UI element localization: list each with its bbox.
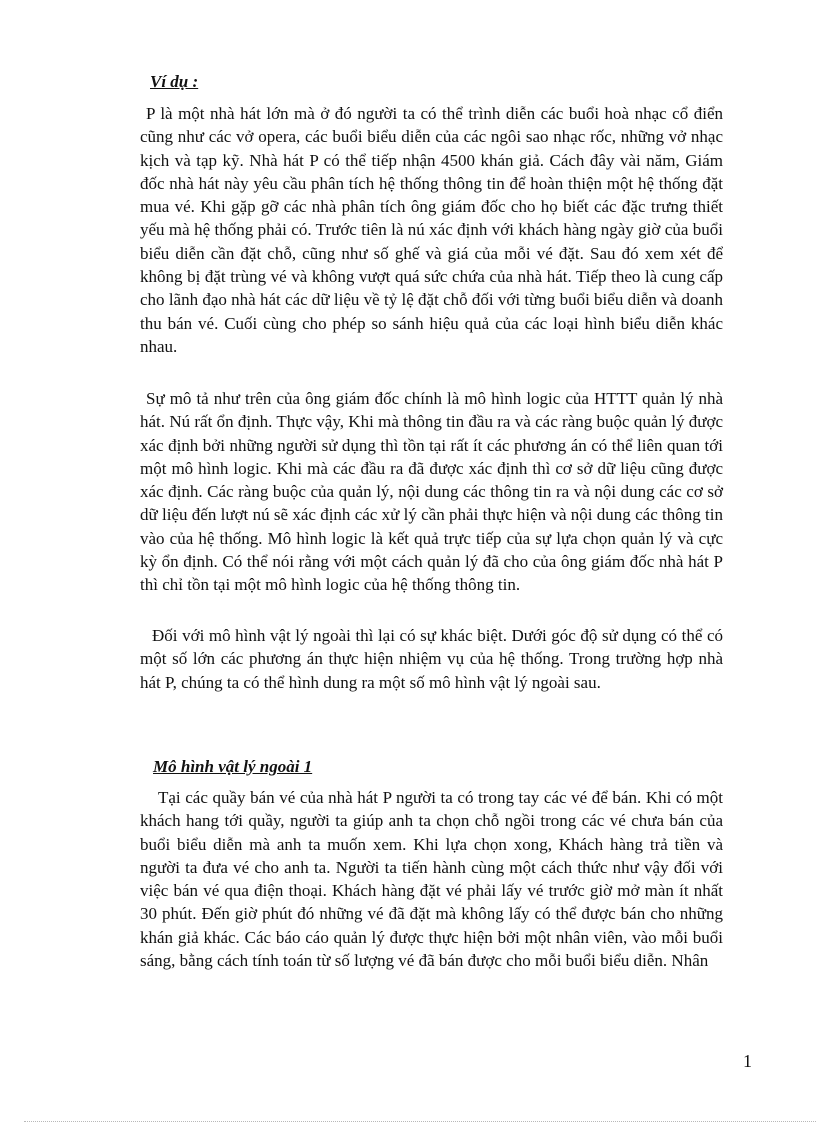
paragraph-theater-description: P là một nhà hát lớn mà ở đó người ta có thể trình diễn các buổi hoà nhạc cổ điển cũng như các vở opera, các buổi biểu diễn của các ngôi sao nhạc rốc, những vở nhạc kịch và tạp kỹ. Nhà hát P có thể tiếp nhận 4500 khán giả. Cách đây vài năm, Giám đốc nhà hát này yêu cầu phân tích hệ thống thông tin để hoàn thiện một hệ thống đặt mua vé. Khi gặp gỡ các nhà phân tích ông giám đốc cho họ biết các đặc trưng thiết yếu mà hệ thống phải có. Trước tiên là nú xác định với khách hàng ngày giờ của buổi biểu diễn cần đặt chỗ, cũng như số ghế và giá của mỗi vé đặt. Sau đó xem xét để không bị đặt trùng vé và không vượt quá sức chứa của nhà hát. Tiếp theo là cung cấp cho lãnh đạo nhà hát các dữ liệu về tỷ lệ đặt chỗ đối với từng buổi biểu diễn và doanh thu bán vé. Cuối cùng cho phép so sánh hiệu quả của các loại hình biểu diễn khác nhau. (140, 104, 723, 356)
paragraph-logical-model: Sự mô tả như trên của ông giám đốc chính là mô hình logic của HTTT quản lý nhà hát. Nú rất ổn định. Thực vậy, Khi mà thông tin đầu ra và các ràng buộc quản lý được xác định bởi những người sử dụng thì tồn tại rất ít các phương án có thể liên quan tới một mô hình logic. Khi mà các đầu ra đã được xác định thì cơ sở dữ liệu cũng được xác định. Các ràng buộc của quản lý, nội dung các thông tin ra và nội dung các cơ sở dữ liệu đến lượt nú sẽ xác định các xử lý cần phải thực hiện và nội dung các thông tin vào của hệ thống. Mô hình logic là kết quả trực tiếp của sự lựa chọn quản lý và cực kỳ ổn định. Có thể nói rằng với một cách quản lý đã cho của ông giám đốc nhà hát P thì chỉ tồn tại một mô hình logic của hệ thống thông tin. (140, 389, 723, 595)
paragraph-model-1-description: Tại các quầy bán vé của nhà hát P người ta có trong tay các vé để bán. Khi có một khách hang tới quầy, người ta giúp anh ta chọn chỗ ngồi trong các vé chưa bán của buổi biểu diễn mà anh ta muốn xem. Khi lựa chọn xong, Khách hàng trả tiền và người ta đưa vé cho anh ta. Người ta tiến hành cùng một cách thức như vậy đối với việc bán vé qua điện thoại. Khách hàng đặt vé phải lấy vé trước giờ mở màn ít nhất 30 phút. Đến giờ phút đó những vé đã đặt mà không lấy có thể được bán cho những khán giả khác. Các báo cáo quản lý được thực hiện bởi một nhân viên, vào mỗi buổi sáng, bằng cách tính toán từ số lượng vé đã bán được cho mỗi buổi biểu diễn. Nhân (140, 788, 723, 971)
page-number: 1 (743, 1051, 752, 1071)
section-heading-model-1: Mô hình vật lý ngoài 1 (153, 757, 313, 776)
paragraph-external-physical-model: Đối với mô hình vật lý ngoài thì lại có sự khác biệt. Dưới góc độ sử dụng có thể có một số lớn các phương án thực hiện nhiệm vụ của hệ thống. Trong trường hợp nhà hát P, chúng ta có thể hình dung ra một số mô hình vật lý ngoài sau. (140, 626, 723, 692)
section-heading-example: Ví dụ : (150, 72, 199, 91)
page-bottom-divider (24, 1121, 816, 1122)
